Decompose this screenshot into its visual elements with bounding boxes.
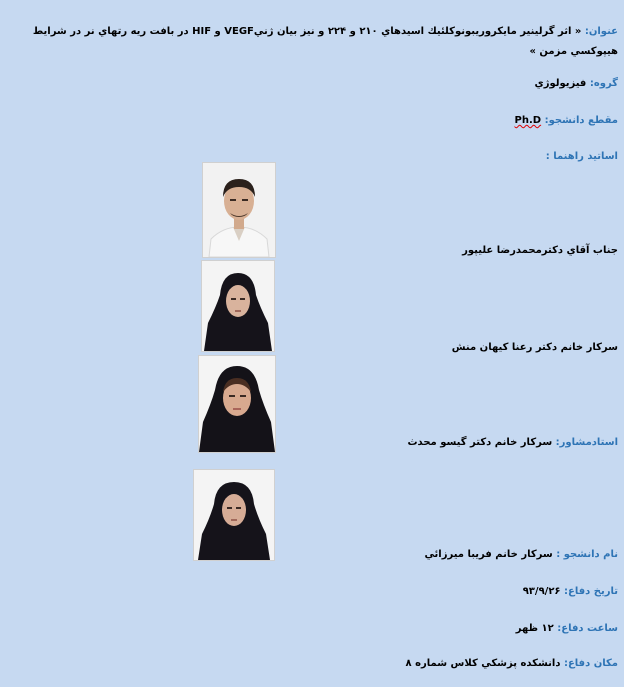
consultant-name: سركار خانم دكتر گيسو محدث <box>407 437 553 448</box>
advisors-label: اساتيد راهنما : <box>545 151 618 162</box>
consultant-row <box>408 437 619 448</box>
title-label: عنوان: <box>584 26 618 37</box>
student-photo <box>193 469 275 561</box>
student-label: نام دانشجو : <box>556 549 618 560</box>
group-value: فيزيولوژي <box>534 78 587 89</box>
advisor-1-row <box>462 245 618 256</box>
degree-label: مقطع دانشجو: <box>544 115 618 126</box>
consultant-photo <box>198 355 276 453</box>
student-name: سركار خانم فريبا ميرزائي <box>424 549 553 560</box>
defense-date-value: ۹۳/۹/۲۶ <box>522 586 561 597</box>
defense-time-value: ۱۲ ظهر <box>515 623 554 634</box>
defense-date-row <box>523 586 618 597</box>
advisor-2-row <box>452 342 618 353</box>
advisor-1-photo <box>202 162 276 258</box>
advisor-2-name: سركار خانم دكتر رعنا كيهان منش <box>451 342 618 353</box>
advisor-1-name: جناب آقاي دكترمحمدرضا عليپور <box>462 245 618 256</box>
advisor-2-photo <box>201 260 275 352</box>
defense-time-label: ساعت دفاع: <box>557 623 618 634</box>
group-label: گروه: <box>589 78 618 89</box>
defense-date-label: تاريخ دفاع: <box>564 586 618 597</box>
defense-place-value: دانشكده پزشكي كلاس شماره ۸ <box>405 658 561 669</box>
defense-place-label: مكان دفاع: <box>563 658 618 669</box>
degree-value: Ph.D <box>514 115 542 126</box>
advisors-row <box>546 151 618 162</box>
student-row <box>424 549 618 560</box>
title-text: « اثر گرلينير مايكروريبونوكلئيك اسيدهاي ۲۱۰ و ۲۲۴ و نيز بيان ژنيVEGF و HIF در بافت ريه رتهاي نر در شرايط هيپوكسي مزمن » <box>32 26 618 57</box>
consultant-label: استادمشاور: <box>555 437 618 448</box>
group-row <box>535 78 618 89</box>
thesis-title <box>30 22 618 62</box>
defense-time-row <box>516 623 618 634</box>
defense-place-row <box>406 658 618 669</box>
degree-row <box>515 115 618 126</box>
